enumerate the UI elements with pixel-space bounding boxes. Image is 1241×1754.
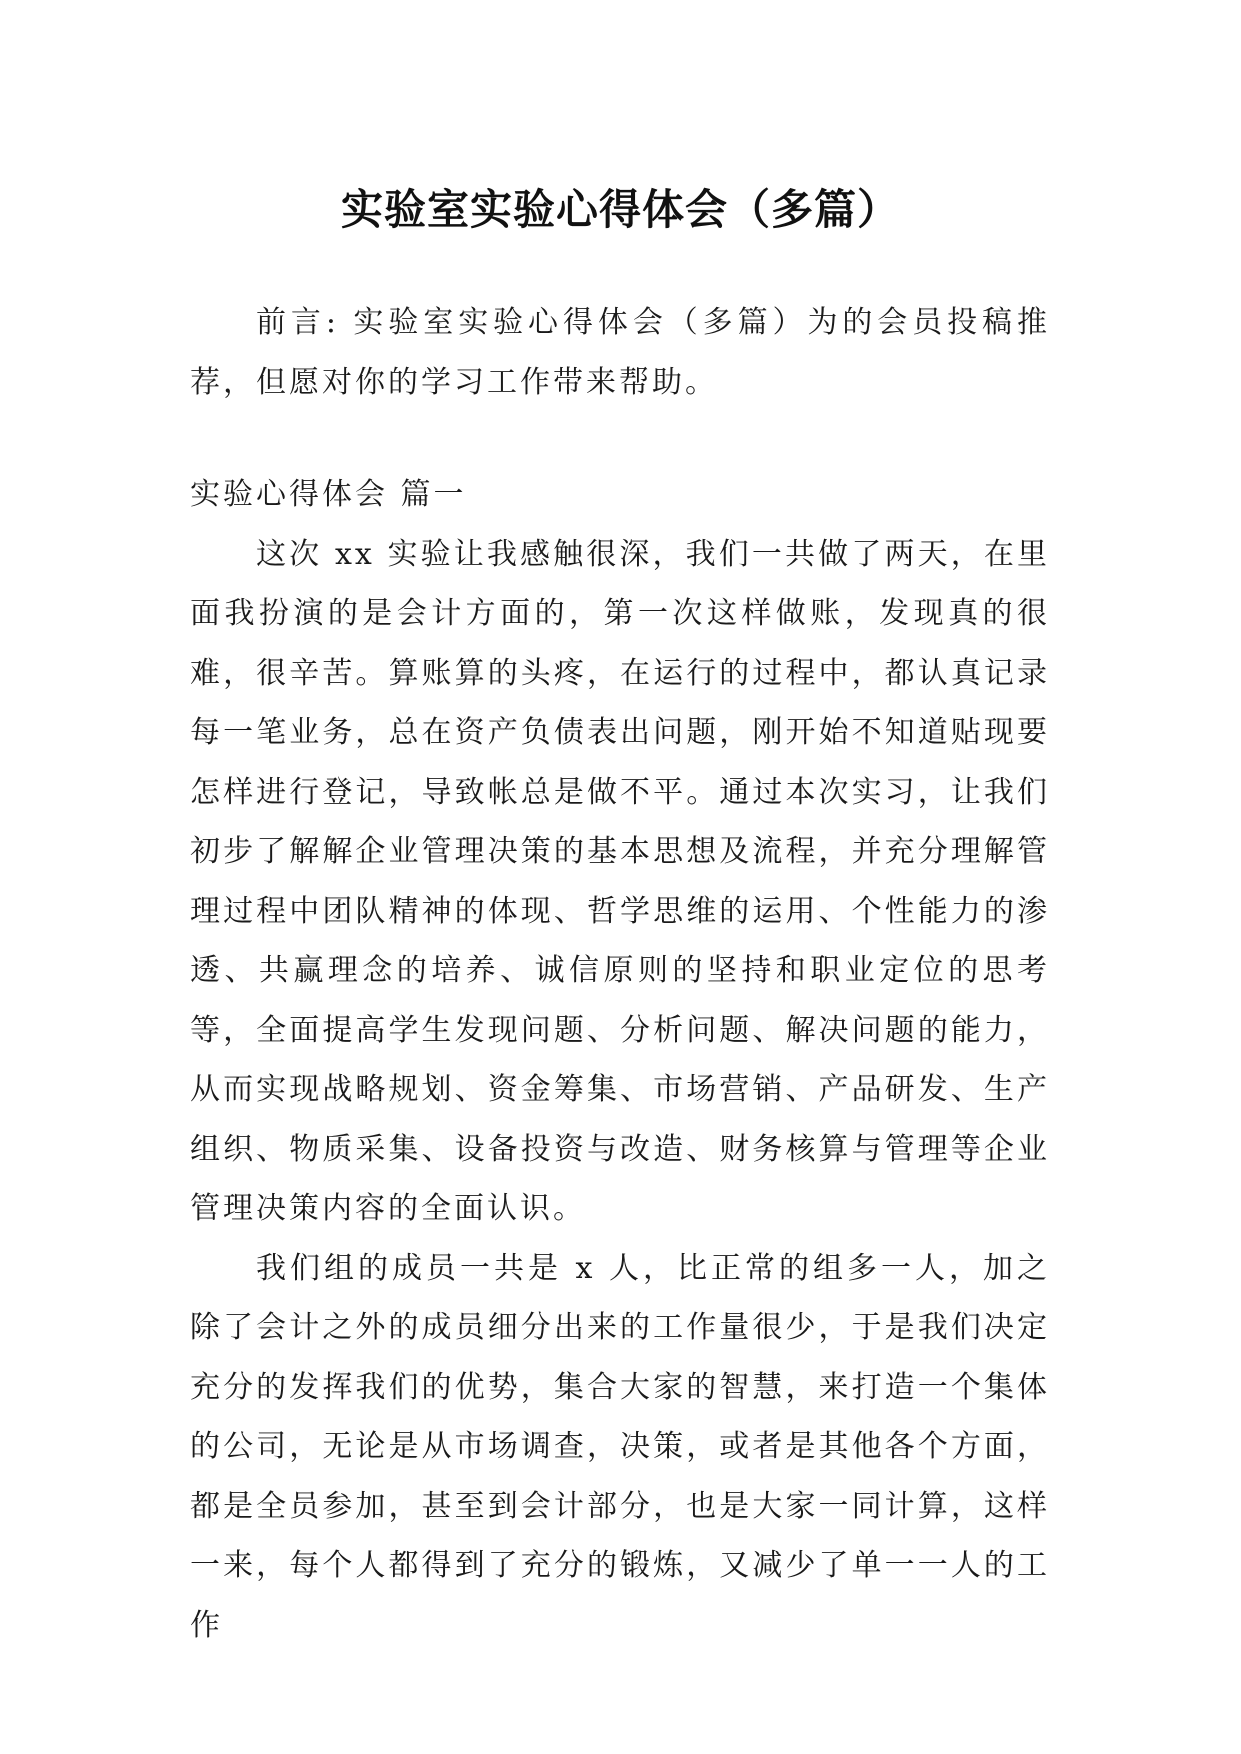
body-paragraph: 这次 xx 实验让我感触很深，我们一共做了两天，在里面我扮演的是会计方面的，第一次这样做账，发现真的很难，很辛苦。算账算的头疼，在运行的过程中，都认真记录每一笔业务，总在资产负债表出问题，刚开始不知道贴现要怎样进行登记，导致帐总是做不平。通过本次实习，让我们初步了解解企业管理决策的基本思想及流程，并充分理解管理过程中团队精神的体现、哲学思维的运用、个性能力的渗透、共赢理念的培养、诚信原则的坚持和职业定位的思考等，全面提高学生发现问题、分析问题、解决问题的能力，从而实现战略规划、资金筹集、市场营销、产品研发、生产组织、物质采集、设备投资与改造、财务核算与管理等企业管理决策内容的全面认识。 (190, 536, 1050, 1226)
document-title: 实验室实验心得体会（多篇） (340, 185, 900, 235)
preface-paragraph: 前言: 实验室实验心得体会（多篇）为的会员投稿推荐，但愿对你的学习工作带来帮助。 (190, 305, 1050, 400)
body-paragraph: 我们组的成员一共是 x 人，比正常的组多一人，加之除了会计之外的成员细分出来的工作量很少，于是我们决定充分的发挥我们的优势，集合大家的智慧，来打造一个集体的公司，无论是从市场调查，决策，或者是其他各个方面，都是全员参加，甚至到会计部分，也是大家一同计算，这样一来，每个人都得到了充分的锻炼，又减少了单一一人的工作 (190, 1250, 1050, 1643)
content-block (190, 465, 1050, 1655)
preface-block (190, 293, 1050, 412)
section-heading: 实验心得体会 篇一 (190, 477, 467, 512)
